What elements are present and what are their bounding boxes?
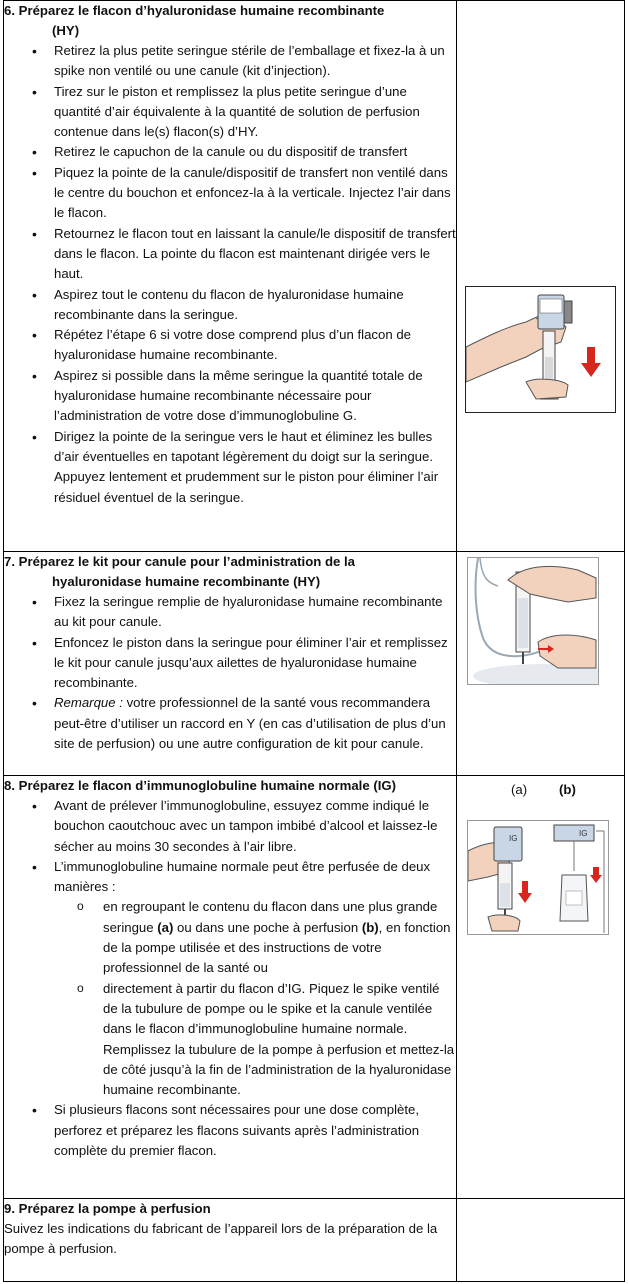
cannula-kit-illustration [467, 557, 599, 685]
list-item: • Dirigez la pointe de la seringue vers le haut et éliminez les bulles d’air éventuelles en tapotant légèrement du doigt sur la seringue. Appuyez lentement et prudemment sur le piston pour éliminer l’air résiduel éventuel de la seringue. [4, 427, 456, 508]
ig-vial-illustration [467, 820, 609, 935]
list-item: • Retirez la plus petite seringue stérile de l’emballage et fixez-la à un spike non ventilé ou une canule (kit d’injection). [4, 41, 456, 82]
step-8-title: 8. Préparez le flacon d’immunoglobuline humaine normale (IG) [4, 778, 397, 793]
step-8-row [4, 776, 625, 1199]
step-6-image-cell [457, 1, 625, 552]
list-item: • Aspirez si possible dans la même seringue la quantité totale de hyaluronidase humaine recombinante nécessaire pour l’administration de votre dose d’immunoglobuline G. [4, 366, 456, 427]
step-8-bullet-list [4, 796, 456, 1161]
step-7-bullet-list [4, 592, 456, 754]
list-item [4, 693, 456, 754]
sub-list-item: o directement à partir du flacon d’IG. Piquez le spike ventilé de la tubulure de pompe ou le spike et la canule ventilée dans le flacon d’immunoglobuline humaine normale. Remplissez la tubulure de la pompe à perfusion et mettez-la de côté jusqu’à la fin de l’administration de la hyaluronidase humaine recombinante. [54, 979, 456, 1101]
step-6-title: 6. Préparez le flacon d’hyaluronidase humaine recombinante (HY) [4, 3, 385, 38]
syringe-vial-drawing [466, 287, 615, 412]
list-item: • Retirez le capuchon de la canule ou du dispositif de transfert [4, 142, 456, 162]
list-item: • Retournez le flacon tout en laissant la canule/le dispositif de transfert dans le flacon. La pointe du flacon est maintenant dirigée vers le haut. [4, 224, 456, 285]
ig-vial-drawing [468, 821, 608, 934]
vial-label-b: IG [579, 829, 588, 838]
step-9-text-cell [4, 1199, 457, 1282]
step-8-image-cell [457, 776, 625, 1199]
step-8-text-cell [4, 776, 457, 1199]
arrow-down-icon [590, 867, 602, 883]
cannula-kit-drawing [468, 558, 598, 684]
remark-label: Remarque : [54, 695, 123, 711]
hy-syringe-illustration [465, 286, 616, 413]
label-b: (b) [559, 782, 576, 797]
label-a: (a) [511, 782, 528, 797]
step-9-row [4, 1199, 625, 1282]
step-9-text: Suivez les indications du fabricant de l’appareil lors de la préparation de la pompe à perfusion. [4, 1221, 438, 1257]
list-item: • Enfoncez le piston dans la seringue pour éliminer l’air et remplissez le kit pour canule jusqu’aux ailettes de hyaluronidase humaine recombinante. [4, 633, 456, 694]
step-8-sub-list [54, 897, 456, 1100]
sub-list-item: o en regroupant le contenu du flacon dans une plus grande seringue (a) ou dans une poche à perfusion (b), en fonction de la pompe utilisée et des instructions de votre professionnel de la santé ou [54, 897, 456, 978]
step-9-title: 9. Préparez la pompe à perfusion [4, 1201, 211, 1216]
list-item: • Tirez sur le piston et remplissez la plus petite seringue d’une quantité d’air équivalente à la quantité de solution de perfusion contenue dans le(s) flacon(s) d’HY. [4, 82, 456, 143]
list-item: • Aspirez tout le contenu du flacon de hyaluronidase humaine recombinante dans la seringue. [4, 285, 456, 326]
step-7-text-cell [4, 552, 457, 776]
list-item: • Fixez la seringue remplie de hyaluronidase humaine recombinante au kit pour canule. [4, 592, 456, 633]
step-6-row [4, 1, 625, 552]
step-7-title: 7. Préparez le kit pour canule pour l’administration de la hyaluronidase humaine recombinante (HY) [4, 554, 356, 589]
step-7-row [4, 552, 625, 776]
step-6-bullet-list [4, 41, 456, 508]
list-item: • L’immunoglobuline humaine normale peut être perfusée de deux manières : o en regroupant le contenu du flacon dans une plus grande seringue (a) ou dans une poche à perfusion (b), en fonction de la pompe utilisée et des instructions de votre professionnel de la santé ou o directement à partir du flacon d’IG. Piquez le spike ventilé de la tubulure de pompe ou le spike et la canule ventilée dans le flacon d’immunoglobuline humaine normale. Remplissez la tubulure de la pompe à perfusion et mettez-la de côté jusqu’à la fin de l’administration de la hyaluronidase humaine recombinante. [4, 857, 456, 1101]
arrow-down-icon [581, 347, 601, 377]
step-7-image-cell [457, 552, 625, 776]
list-item: • Si plusieurs flacons sont nécessaires pour une dose complète, perforez et préparez les flacons suivants après l’administration complète du premier flacon. [4, 1100, 456, 1161]
instruction-table [3, 0, 625, 1282]
list-item: • Piquez la pointe de la canule/dispositif de transfert non ventilé dans le centre du bouchon et enfoncez-la à la verticale. Injectez l’air dans le flacon. [4, 163, 456, 224]
step-9-image-cell [457, 1199, 625, 1282]
list-item: • Avant de prélever l’immunoglobuline, essuyez comme indiqué le bouchon caoutchouc avec un tampon imbibé d’alcool et laissez-le sécher au moins 30 secondes à l’air libre. [4, 796, 456, 857]
vial-label-a: IG [509, 834, 518, 843]
remark-text: votre professionnel de la santé vous recommandera peut-être d’utiliser un raccord en Y (en cas d’utilisation de plus d’un site de perfusion) ou une autre configuration de kit pour canule. [54, 695, 446, 752]
arrow-down-icon [518, 881, 532, 903]
step-6-text-cell [4, 1, 457, 552]
list-item: • Répétez l’étape 6 si votre dose comprend plus d’un flacon de hyaluronidase humaine recombinante. [4, 325, 456, 366]
